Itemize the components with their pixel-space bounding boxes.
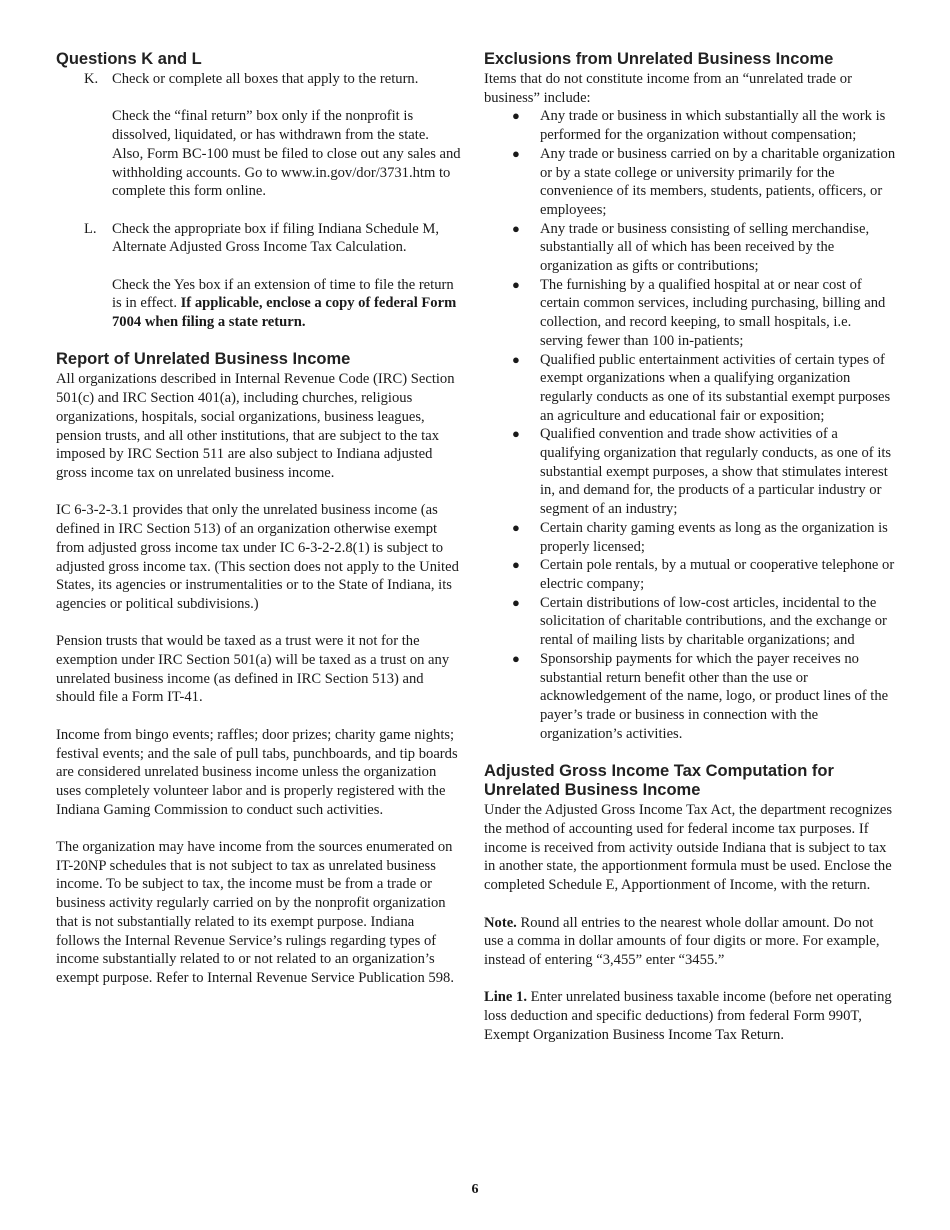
report-paragraph: The organization may have income from the sources enumerated on IT-20NP schedules that is not subject to tax as unrelated business income. To be subject to tax, the income must be from a trade or business activity regularly carried on by the nonprofit organization that is not substantially related to its exempt purpose. Indiana follows the Internal Revenue Service’s rulings regarding types of income substantially related to or not related to an organization’s exempt purpose. Refer to Internal Revenue Service Publication 598.: [56, 839, 454, 986]
question-l: [84, 220, 461, 351]
question-k: [84, 70, 461, 220]
right-column: [484, 50, 896, 1044]
extension-text: Check the Yes box if an extension of time to file the return is in effect.: [112, 276, 454, 312]
list-item-text: Certain distributions of low-cost articles, incidental to the solicitation of charitable contributions, and the exchange or rental of mailing lists by charitable organizations; and: [540, 594, 887, 649]
list-item: [484, 519, 896, 556]
list-item: [484, 107, 896, 144]
exclusions-intro: Items that do not constitute income from an “unrelated trade or business” include:: [484, 71, 852, 106]
report-heading: Report of Unrelated Business Income: [56, 350, 351, 369]
line1-text: Enter unrelated business taxable income (before net operating loss deduction and specific deductions) from federal Form 990T, Exempt Organization Business Income Tax Return.: [484, 989, 892, 1043]
exclusions-list: [484, 107, 896, 743]
left-column: [56, 50, 461, 988]
bullet-icon: ●: [512, 426, 520, 442]
list-item: [484, 276, 896, 351]
line1-paragraph: [484, 988, 896, 1044]
list-item-text: Certain charity gaming events as long as the organization is properly licensed;: [540, 519, 888, 555]
list-item-text: Any trade or business in which substantially all the work is performed for the organization without compensation;: [540, 108, 886, 144]
question-k-final-return-text: Check the “final return” box only if the nonprofit is dissolved, liquidated, or has withdrawn from the state. Also, Form BC-100 must be filed to close out any sales and withholding accounts. Go to www.in.gov/dor/3731.htm to complete this form online.: [112, 108, 461, 200]
report-paragraph: All organizations described in Internal Revenue Code (IRC) Section 501(c) and IRC Section 401(a), including churches, religious organizations, hospitals, social organizations, business leagues, pension trusts, and all other institutions, that are subject to the tax imposed by IRC Section 511 are also subject to Indiana adjusted gross income tax on unrelated business income.: [56, 371, 455, 481]
bullet-icon: ●: [512, 276, 520, 292]
note-text: Round all entries to the nearest whole dollar amount. Do not use a comma in dollar amounts of four digits or more. For example, instead of entering “3,455” enter “3455.”: [484, 914, 880, 968]
list-item-text: The furnishing by a qualified hospital at or near cost of certain common services, including purchasing, billing and collection, and record keeping, to small hospitals, i.e. serving fewer than 100 in-patients;: [540, 276, 886, 349]
bullet-icon: ●: [512, 220, 520, 236]
list-item: [484, 650, 896, 744]
report-paragraph: Pension trusts that would be taxed as a trust were it not for the exemption under IRC Section 501(a) will be taxed as a trust on any unrelated business income (as defined in IRC Section 513) and should file a Form IT-41.: [56, 633, 450, 706]
bullet-icon: ●: [512, 594, 520, 610]
list-item-text: Certain pole rentals, by a mutual or cooperative telephone or electric company;: [540, 557, 895, 592]
list-item: [484, 556, 896, 593]
list-item-text: Qualified convention and trade show activities of a qualifying organization that regularly conducts, as one of its substantial exempt purposes, a show that stimulates interest in, and demand for, the products of a particular industry or segment of an industry;: [540, 426, 892, 518]
list-item-text: Sponsorship payments for which the payer receives no substantial return benefit other than the use or acknowledgement of the name, logo, or product lines of the payer’s trade or business in connection with the organization’s activities.: [540, 650, 889, 742]
bullet-icon: ●: [512, 351, 520, 367]
list-item-text: Any trade or business consisting of selling merchandise, substantially all of which has been received by the organization as gifts or contributions;: [540, 220, 870, 275]
note-paragraph: [484, 914, 896, 970]
bullet-icon: ●: [512, 650, 520, 666]
bullet-icon: ●: [512, 145, 520, 161]
question-l-letter: L.: [84, 220, 97, 237]
exclusions-heading: Exclusions from Unrelated Business Income: [484, 50, 834, 68]
extension-bold-text: If applicable, enclose a copy of federal Form 7004 when filing a state return.: [112, 295, 457, 331]
report-paragraph: Income from bingo events; raffles; door prizes; charity game nights; festival events; and the sale of pull tabs, punchboards, and tip boards are considered unrelated business income unless the organization uses completely volunteer labor and is properly registered with the Indiana Gaming Commission to conduct such activities.: [56, 726, 458, 818]
line1-label: Line 1.: [484, 989, 527, 1006]
question-k-text: Check or complete all boxes that apply to the return.: [112, 71, 419, 87]
list-item: [484, 220, 896, 276]
bullet-icon: ●: [512, 557, 520, 573]
list-item: [484, 351, 896, 426]
bullet-icon: ●: [512, 519, 520, 535]
question-l-extension-text: [112, 276, 461, 332]
question-k-letter: K.: [84, 71, 99, 87]
page-number: 6: [471, 1182, 479, 1197]
list-item-text: Any trade or business carried on by a charitable organization or by a state college or university primarily for the convenience of its members, students, patients, officers, or employees;: [540, 145, 896, 218]
list-item: [484, 425, 896, 519]
agi-paragraph: Under the Adjusted Gross Income Tax Act, the department recognizes the method of accounting used for federal income tax purposes. If income is received from activity outside Indiana that is subject to tax in another state, the apportionment formula must be used. Enclose the completed Schedule E, Apportionment of Income, with the return.: [484, 802, 893, 894]
list-item: [484, 145, 896, 220]
agi-heading: Adjusted Gross Income Tax Computation for Unrelated Business Income: [484, 762, 834, 800]
report-paragraph: IC 6-3-2-3.1 provides that only the unrelated business income (as defined in IRC Section 513) of an organization otherwise exempt from adjusted gross income tax under IC 6-3-2-2.8(1) is subject to adjusted gross income tax. (This section does not apply to the United States, its agencies or instrumentalities or to the State of Indiana, its agencies or political subdivisions.): [56, 502, 459, 612]
bullet-icon: ●: [512, 108, 520, 124]
list-item-text: Qualified public entertainment activities of certain types of exempt organizations when a qualifying organization regularly conducts as one of its substantial exempt purposes an agriculture and educational fair or exposition;: [540, 351, 891, 424]
questions-kl-heading: Questions K and L: [56, 50, 202, 68]
note-label: Note.: [484, 914, 517, 931]
list-item: [484, 594, 896, 650]
question-l-text: Check the appropriate box if filing Indiana Schedule M, Alternate Adjusted Gross Income Tax Calculation.: [112, 220, 440, 256]
